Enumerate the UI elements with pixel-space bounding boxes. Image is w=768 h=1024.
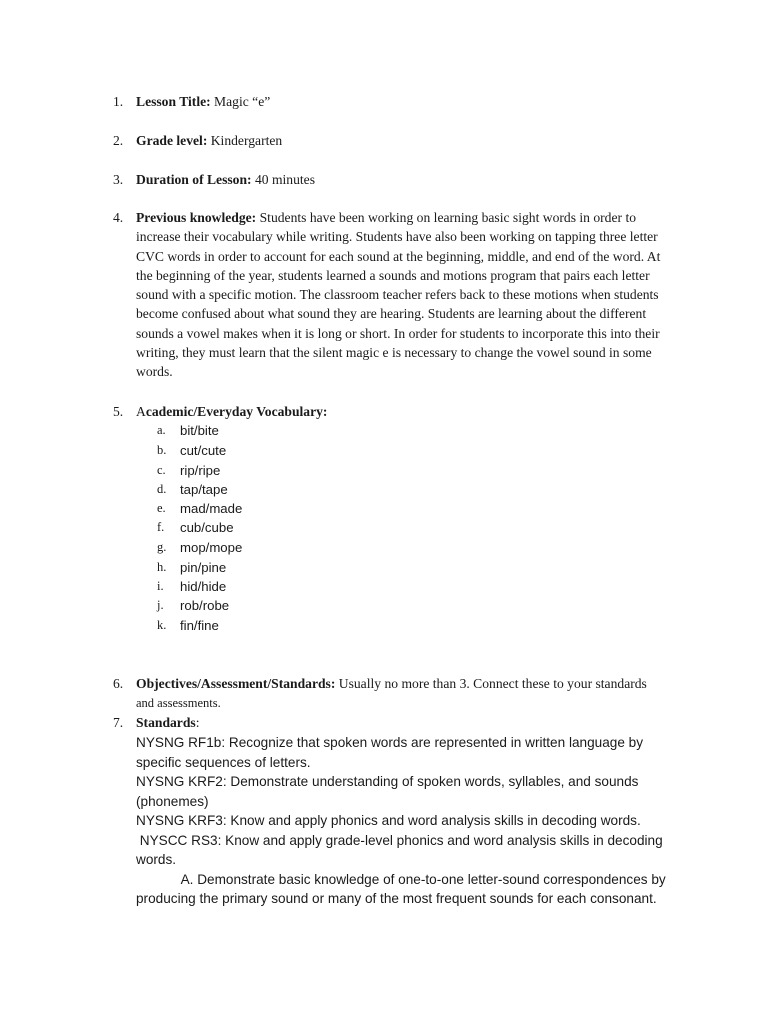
list-item: rip/ripe <box>180 463 221 478</box>
item-number-6: 6. <box>113 676 124 691</box>
standards-heading: Standards: <box>136 715 200 730</box>
item-number-4: 4. <box>113 210 124 225</box>
item-number-1: 1. <box>113 94 124 109</box>
grade-level-label: Grade level: <box>136 133 208 148</box>
list-item: mop/mope <box>180 540 243 555</box>
previous-knowledge-label: Previous knowledge: <box>136 210 257 225</box>
list-item: mad/made <box>180 501 243 516</box>
list-item: cut/cute <box>180 443 227 458</box>
vocabulary-heading: Academic/Everyday Vocabulary: <box>136 404 328 419</box>
list-item: cub/cube <box>180 520 234 535</box>
item-number-5: 5. <box>113 404 124 419</box>
list-item-letter: j. <box>157 598 164 612</box>
list-item-letter: k. <box>157 618 167 632</box>
objectives-label: Objectives/Assessment/Standards: <box>136 676 336 691</box>
standards-label: Standards <box>136 715 196 730</box>
list-item-letter: d. <box>157 482 167 496</box>
grade-level-value: Kindergarten <box>207 133 283 148</box>
item-number-2: 2. <box>113 133 124 148</box>
objectives-line: Objectives/Assessment/Standards: Usually no more than 3. Connect these to your standards <box>136 676 647 691</box>
list-item-letter: a. <box>157 423 166 437</box>
list-item-letter: c. <box>157 463 166 477</box>
list-item-letter: f. <box>157 520 165 534</box>
list-item-letter: b. <box>157 443 167 457</box>
list-item: hid/hide <box>180 579 227 594</box>
objectives-line-2: and assessments. <box>136 696 221 710</box>
list-item: rob/robe <box>180 598 230 613</box>
duration-line <box>136 172 315 188</box>
list-item-letter: i. <box>157 579 164 593</box>
list-item: pin/pine <box>180 560 227 575</box>
list-item-letter: h. <box>157 560 167 574</box>
list-item: fin/fine <box>180 618 219 633</box>
standards-text: NYSNG RF1b: Recognize that spoken words are represented in written language by specific sequences of letters. NYSNG KRF2: Demonstrate understanding of spoken words, syllables, and sounds (phonemes) NYSNG KRF3: Know and apply phonics and word analysis skills in decoding words. NYSCC RS3: Know and apply grade-level phonics and word analysis skills in decoding words. A. Demonstrate basic knowledge of one-to-one letter-sound correspondences by producing the primary sound or many of the most frequent sounds for each consonant. <box>136 735 666 906</box>
item-number-7: 7. <box>113 715 124 730</box>
item-number-3: 3. <box>113 172 124 187</box>
list-item-letter: e. <box>157 501 166 515</box>
duration-value: 40 minutes <box>251 172 315 187</box>
grade-level-line <box>136 133 282 149</box>
previous-knowledge-paragraph: Previous knowledge: Students have been working on learning basic sight words in order to increase their vocabulary while writing. Students have also been working on tapping three letter CVC words in order to account for each sound at the beginning, middle, and end of the word. At the beginning of the year, students learned a sounds and motions program that pairs each letter sound with a specific motion. The classroom teacher refers back to these motions when students become confused about what sound they are hearing. Students are learning about the different sounds a vowel makes when it is long or short. In order for students to incorporate this into their writing, they must learn that the silent magic e is necessary to change the vowel sound in some words. <box>136 210 661 380</box>
list-item: bit/bite <box>180 423 219 438</box>
lesson-title-value: Magic “e” <box>210 94 271 109</box>
list-item-letter: g. <box>157 540 167 554</box>
lesson-title-line <box>136 94 270 110</box>
list-item: tap/tape <box>180 482 228 497</box>
duration-label: Duration of Lesson: <box>136 172 252 187</box>
lesson-title-label: Lesson Title: <box>136 94 211 109</box>
